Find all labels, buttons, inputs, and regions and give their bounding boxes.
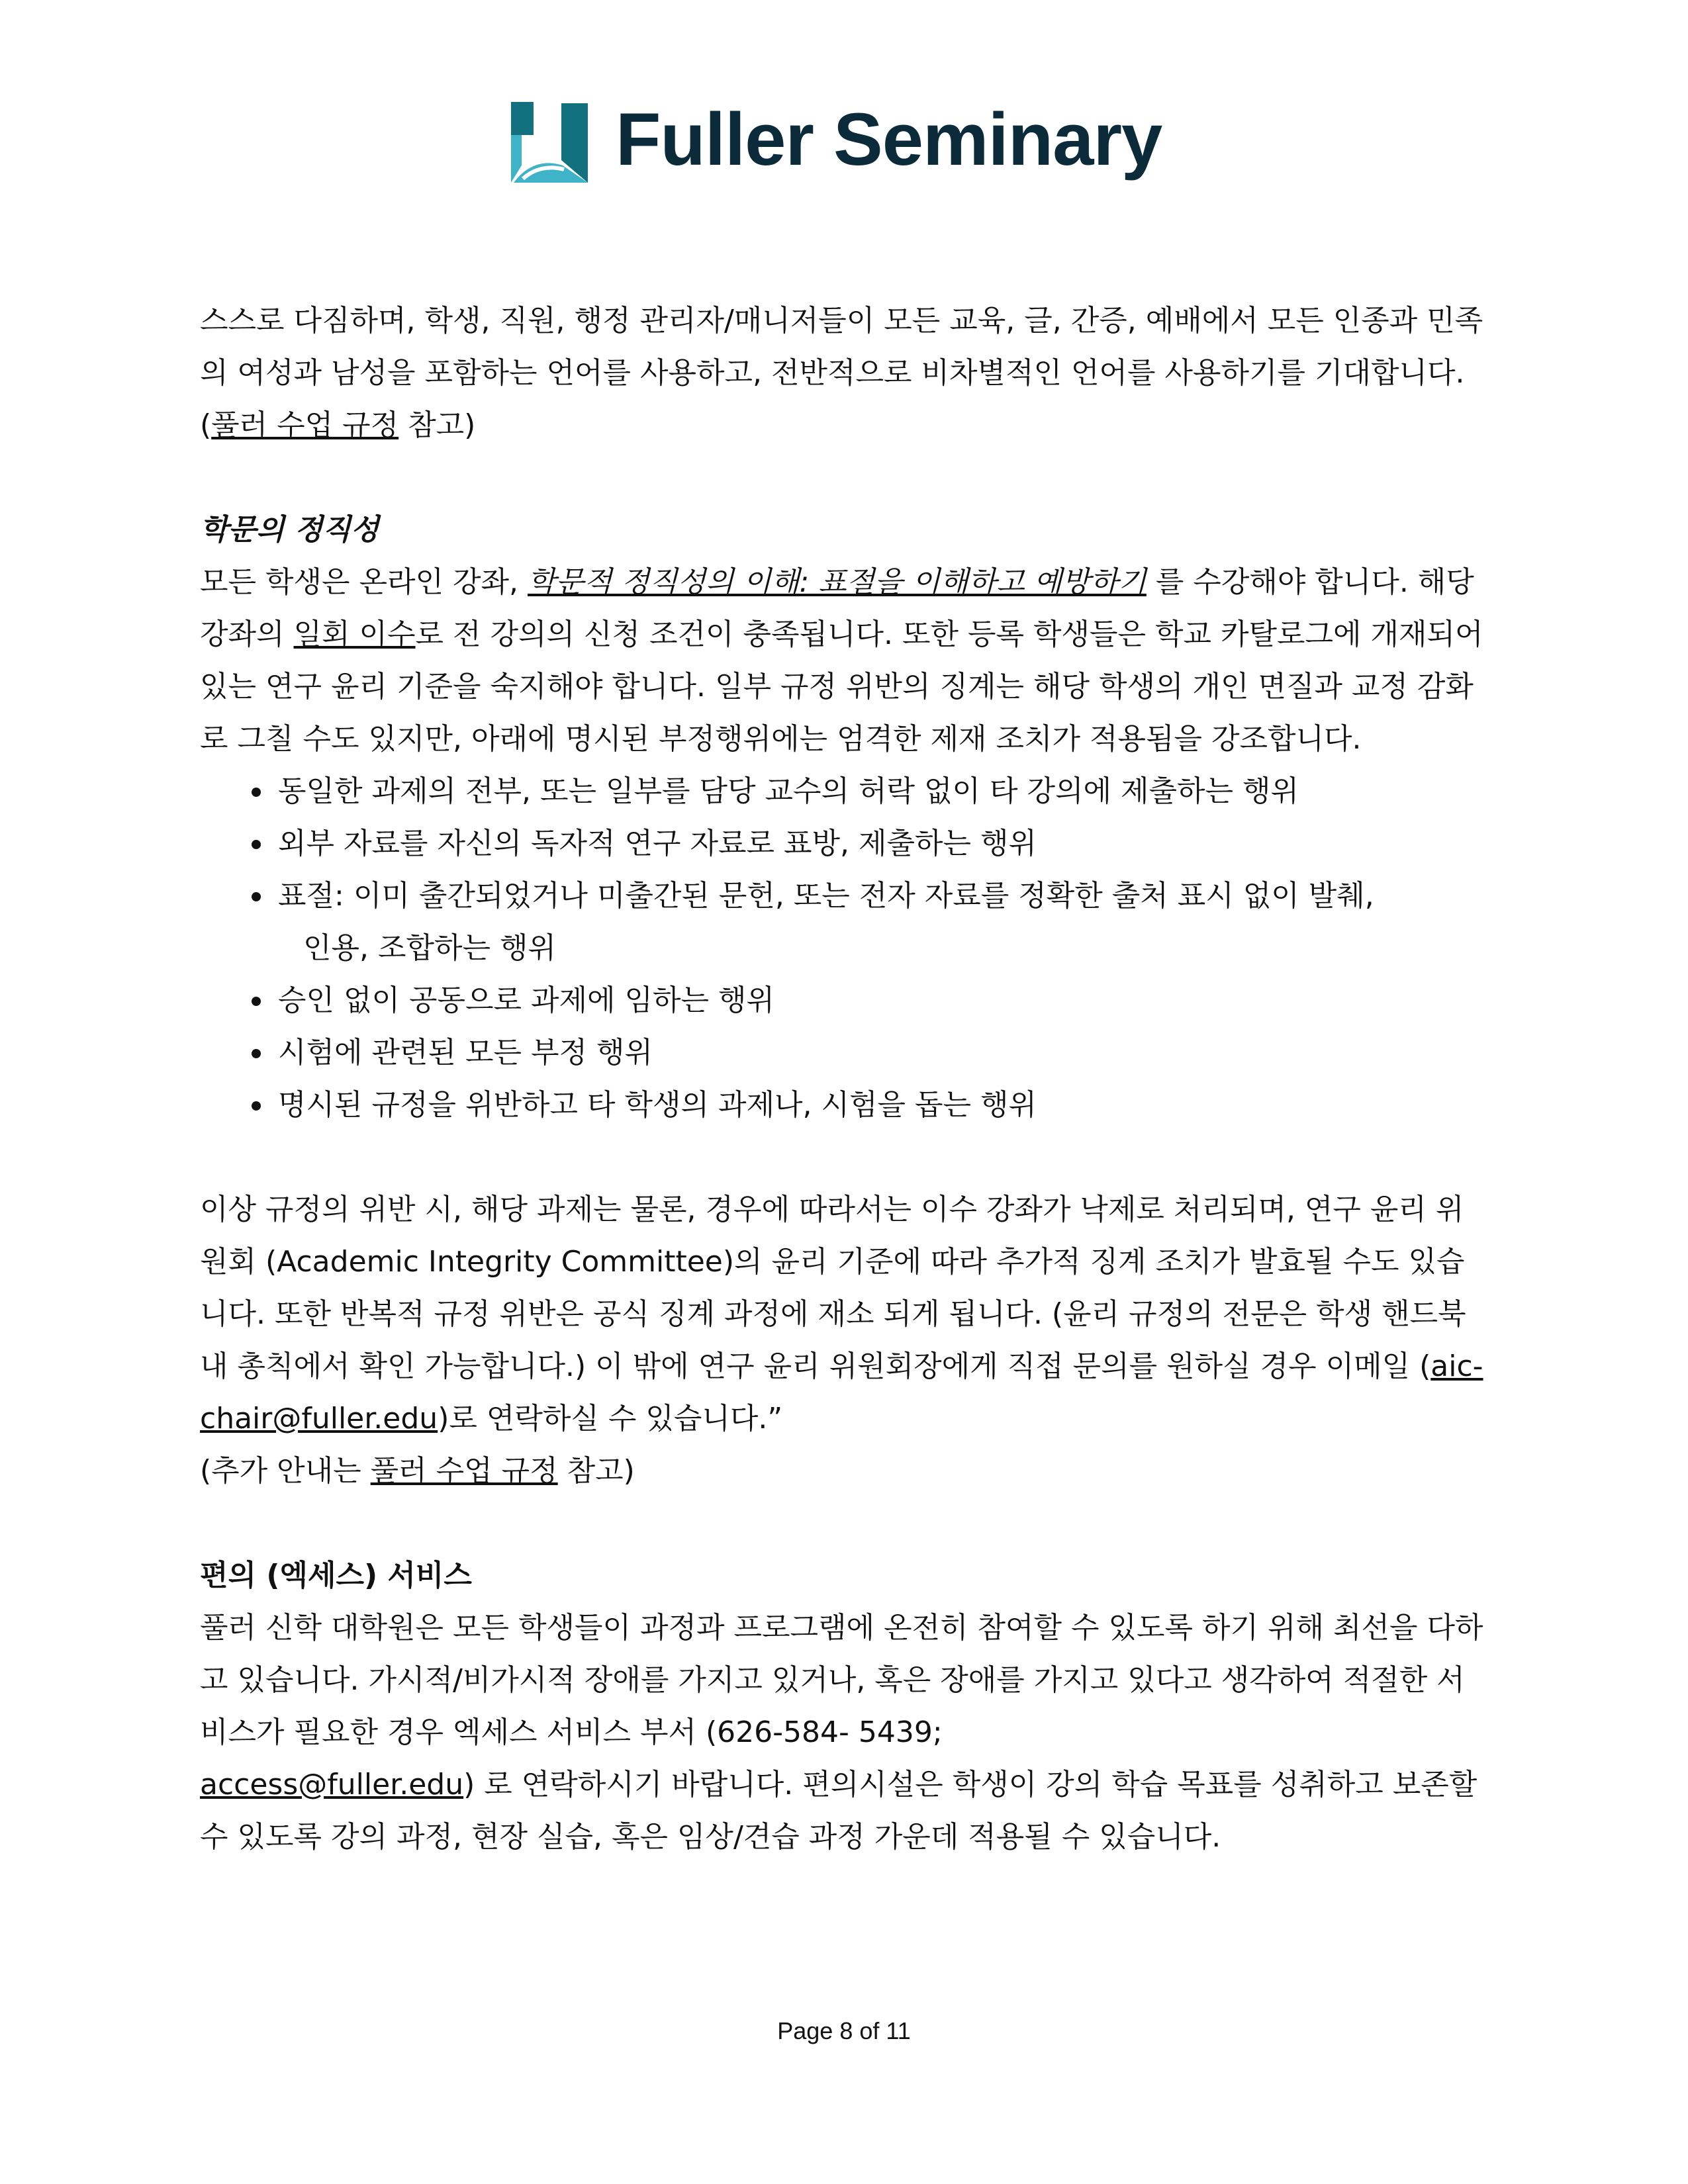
violation-consequence-paragraph: 이상 규정의 위반 시, 해당 과제는 물론, 경우에 따라서는 이수 강좌가 낙제로 처리되며, 연구 윤리 위원회 (Academic Integrity Committee)의 윤리 기준에 따라 추가적 징계 조치가 발효될 수도 있습니다. 또한 반복적 규정 위반은 공식 징계 과정에 재소 되게 됩니다. (윤리 규정의 전문은 학생 핸드북 내 총칙에서 확인 가능합니다.) 이 밖에 연구 윤리 위원회장에게 직접 문의를 원하실 경우 이메일 (aic-chair@fuller.edu)로 연락하실 수 있습니다.” xyxy=(200,1193,1483,1435)
intro-paragraph: 스스로 다짐하며, 학생, 직원, 행정 관리자/매니저들이 모든 교육, 글, 간증, 예배에서 모든 인종과 민족의 여성과 남성을 포함하는 언어를 사용하고, 전반적으로 비차별적인 언어를 사용하기를 기대합니다. (풀러 수업 규정 참고) xyxy=(200,304,1483,442)
list-item: 시험에 관련된 모든 부정 행위 xyxy=(252,1026,1488,1079)
document-body xyxy=(200,295,1488,1863)
access-email-link[interactable]: access@fuller.edu xyxy=(200,1768,464,1801)
list-item: 표절: 이미 출간되었거나 미출간된 문헌, 또는 전자 자료를 정확한 출처 표시 없이 발췌, 인용, 조합하는 행위 xyxy=(252,870,1488,974)
class-policy-link[interactable]: 풀러 수업 규정 xyxy=(211,408,399,442)
open-book-icon xyxy=(508,99,593,185)
class-policy-link-2[interactable]: 풀러 수업 규정 xyxy=(370,1454,558,1488)
additional-guidance-note: (추가 안내는 풀러 수업 규정 참고) xyxy=(200,1454,635,1488)
violation-list xyxy=(200,765,1488,1131)
access-services-heading: 편의 (엑세스) 서비스 xyxy=(200,1559,472,1592)
list-item: 승인 없이 공동으로 과제에 임하는 행위 xyxy=(252,974,1488,1026)
academic-integrity-heading: 학문의 정직성 xyxy=(200,513,379,547)
page-number: Page 8 of 11 xyxy=(777,2017,911,2044)
brand-name: Fuller Seminary xyxy=(616,98,1162,181)
list-item: 명시된 규정을 위반하고 타 학생의 과제나, 시험을 돕는 행위 xyxy=(252,1079,1488,1131)
list-item: 동일한 과제의 전부, 또는 일부를 담당 교수의 허락 없이 타 강의에 제출하는 행위 xyxy=(252,765,1488,817)
one-time-completion: 일회 이수 xyxy=(293,617,416,651)
aic-email-link[interactable]: aic-chair@fuller.edu xyxy=(200,1349,1483,1435)
list-item: 외부 자료를 자신의 독자적 연구 자료로 표방, 제출하는 행위 xyxy=(252,817,1488,870)
integrity-paragraph: 모든 학생은 온라인 강좌, 학문적 정직성의 이해: 표절을 이해하고 예방하기 를 수강해야 합니다. 해당 강좌의 일회 이수로 전 강의의 신청 조건이 충족됩니다. 또한 등록 학생들은 학교 카탈로그에 개재되어 있는 연구 윤리 기준을 숙지해야 합니다. 일부 규정 위반의 징계는 해당 학생의 개인 면질과 교정 감화로 그칠 수도 있지만, 아래에 명시된 부정행위에는 엄격한 제재 조치가 적용됨을 강조합니다. xyxy=(200,565,1483,756)
header xyxy=(0,93,1688,192)
access-paragraph: 풀러 신학 대학원은 모든 학생들이 과정과 프로그램에 온전히 참여할 수 있도록 하기 위해 최선을 다하고 있습니다. 가시적/비가시적 장애를 가지고 있거나, 혹은 장애를 가지고 있다고 생각하여 적절한 서비스가 필요한 경우 엑세스 서비스 부서 (626-584- 5439; access@fuller.edu) 로 연락하시기 바랍니다. 편의시설은 학생이 강의 학습 목표를 성취하고 보존할 수 있도록 강의 과정, 현장 실습, 혹은 임상/견습 과정 가운데 적용될 수 있습니다. xyxy=(200,1611,1483,1854)
integrity-course-link[interactable]: 학문적 정직성의 이해: 표절을 이해하고 예방하기 xyxy=(527,565,1147,599)
